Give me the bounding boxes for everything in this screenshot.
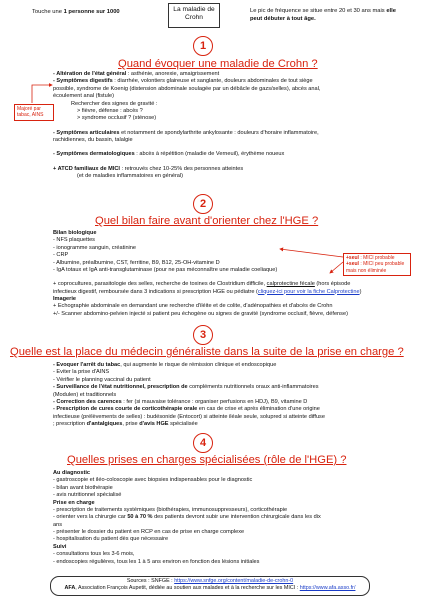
section-number-3: 3 (193, 325, 213, 345)
section-number-2: 2 (193, 194, 213, 214)
section-3-content: - Evoquer l'arrêt du tabac, qui augmente le risque de rémission clinique et endoscopique - Eviter la prise d'AINS - Vérifier le planning vaccinal du patient - Surveillance de l'état nutritionnel, prescription de compléments nutritionnels oraux anti-inflammatoires (Modulen) et traditionnels - Correction des carences : fer (si mauvaise tolérance : organiser perfusions en HDJ), B9, vitamine D - Prescription de cures courte de corticothérapie orale en cas de crise et après élimination d'une origine infectieuse (prélèvements de selles) : budésonide (Entocort) si atteinte iléale seule, solupred si atteinte diffuse ; prescription d'antalgiques, prise d'avis HGE spécialisée (53, 362, 325, 427)
crp-arrow-down (330, 262, 343, 273)
sources-footer: Sources : SNFGE : https://www.snfge.org/content/maladie-de-crohn-0 AFA, Association François Aupetit, dédiée au soutien aux malades et à la recherche sur les MICI : https://www.afa.asso.fr/ (50, 576, 370, 596)
section-title-1: Quand évoquer une maladie de Crohn ? (118, 58, 318, 70)
section-1-content: - Altération de l'état général : asthénie, anorexie, amaigrissement - Symptômes digestifs : diarrhée, volontiers glaireuse et sanglante, douleurs abdominales de tout siège possible, syndrome de Koenig (distension abdominale soulagée par un débâcle de gazs/selles), abcès anal, écoulement anal (fistule) Rechercher des signes de gravité : > fièvre, défense : abcès ? > syndrome occlusif ? (sténose) - Symptômes articulaires et notamment de spondylarthrite ankylosante : douleurs d'horaire inflammatoire, rachidiennes, du bassin, talalgie - Symptômes dermatologiques : abcès à répétition (maladie de Verneuil), érythème noueux + ATCD familiaux de MICI : retrouvés chez 10-25% des personnes atteintes (et de maladies inflammatoires en général) (53, 71, 321, 180)
risk-factor-arrow (32, 85, 52, 103)
section-number-1: 1 (193, 36, 213, 56)
calprotectine-link[interactable]: cliquez-ici pour voir la fiche Calprotectine (257, 288, 360, 295)
document-title: La maladie de Crohn (168, 3, 220, 28)
risk-factor-note: Majoré par tabac, AINS (14, 104, 54, 121)
section-title-3: Quelle est la place du médecin généraliste dans la suite de la prise en charge ? (10, 346, 404, 358)
header-prevalence: Touche une 1 personne sur 1000 (32, 9, 120, 15)
section-title-4: Quelles prises en charges spécialisées (rôle de l'HGE) ? (67, 454, 347, 466)
section-4-content: Au diagnostic - gastroscopie et iléo-coloscopie avec biopsies indispensables pour le diagnostic - bilan avant biothérapie - avis nutritionnel spécialisé Prise en charge - prescription de traitements systémiques (biothérapies, immunosuppresseurs), corticothérapie - orienter vers la chirurgie car 50 à 70 % des patients devront subir une intervention chirurgicale dans les dix ans - présenter le dossier du patient en RCP en cas de prise en charge complexe - hospitalisation du patient dès que nécessaire Suivi - consultations tous les 3-6 mois, - endoscopies régulières, tous les 1 à 5 ans environ en fonction des lésions initiales (53, 470, 321, 565)
snfge-link[interactable]: https://www.snfge.org/content/maladie-de-crohn-0 (174, 578, 294, 584)
header-peak-age: Le pic de fréquence se situe entre 20 et 30 ans mais elle peut débuter à tout âge. (250, 8, 396, 22)
section-title-2: Quel bilan faire avant d'orienter chez l'HGE ? (95, 215, 319, 227)
crp-arrow-up (280, 249, 343, 257)
section-number-4: 4 (193, 433, 213, 453)
crp-interpretation-note: +seul : MICI probable +seul : MICI peu probable mais non éliminée (343, 253, 411, 276)
section-2-content: Bilan biologique - NFS plaquettes - ionogramme sanguin, créatinine - CRP - Albumine, préalbumine, CST, ferritine, B9, B12, 25-OH-vitamine D - IgA totaux et IgA anti-transglutaminase (pour ne pas méconnaître une maladie coeliaque) + coprocultures, parasitologie des selles, recherche de toxines de Clostridium difficile, calprotectine fécale (hors épisode infectieux digestif, remboursée dans 3 indications si prescription HGE ou pédiatre (cliquez-ici pour voir la fiche Calprotectine) Imagerie + Echographie abdominale en demandant une recherche d'iléite et de colite, d'adénopathies et d'abcès de Crohn +/- Scanner abdomino-pelvien injecté si patient peu échogène ou signes de gravité (syndrome occlusif, fièvre, défense) (53, 230, 362, 317)
afa-link[interactable]: https://www.afa.asso.fr/ (299, 585, 356, 592)
